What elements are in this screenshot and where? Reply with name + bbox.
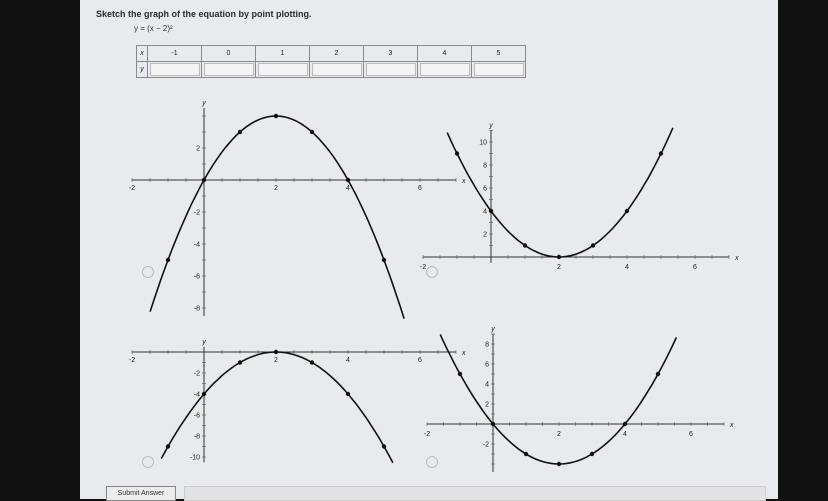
y-tick-label: -6 <box>193 273 200 281</box>
plot-point <box>458 372 462 376</box>
x-tick-label: 2 <box>274 185 278 192</box>
x-tick-label: 6 <box>693 264 697 271</box>
plot-point <box>310 130 314 134</box>
x-tick-label: -2 <box>128 185 136 192</box>
x-tick-label: 4 <box>346 357 350 364</box>
x-axis-label: x <box>462 178 466 185</box>
plot-point <box>489 209 493 213</box>
plot-point <box>523 243 527 247</box>
x-axis-label: x <box>462 350 466 357</box>
plot-point <box>524 452 528 456</box>
x-tick-label: -2 <box>423 431 431 438</box>
x-tick-label: -2 <box>419 264 427 271</box>
plot-point <box>382 444 386 448</box>
x-value-cell: -1 <box>148 46 202 62</box>
plot-point <box>625 209 629 213</box>
y-header: y <box>137 62 148 78</box>
submit-answer-button[interactable]: Submit Answer <box>106 486 176 501</box>
y-tick-label: -4 <box>193 241 200 249</box>
x-header: x <box>137 46 148 62</box>
x-tick-label: 4 <box>625 264 629 271</box>
y-tick-label: 6 <box>485 361 489 369</box>
plot-point <box>166 258 170 262</box>
plot-point <box>557 255 561 259</box>
parabola-curve <box>447 128 673 257</box>
plot-point <box>202 392 206 396</box>
y-tick-label: 2 <box>485 401 489 409</box>
parabola-curve <box>440 334 676 464</box>
y-tick-label: -8 <box>193 433 200 441</box>
x-tick-label: 4 <box>346 185 350 192</box>
plot-point <box>591 243 595 247</box>
plot-point <box>382 258 386 262</box>
plot-point <box>238 360 242 364</box>
x-axis-label: x <box>735 255 739 262</box>
x-tick-label: 6 <box>418 185 422 192</box>
x-tick-label: 6 <box>689 431 693 438</box>
plot-point <box>656 372 660 376</box>
y-tick-label: -2 <box>193 209 200 217</box>
plot-point <box>274 114 278 118</box>
plot-point <box>346 392 350 396</box>
option-d-radio[interactable] <box>426 456 438 468</box>
y-tick-label: 4 <box>483 208 487 216</box>
y-tick-label: -2 <box>193 370 200 378</box>
y-tick-label: -10 <box>189 454 200 462</box>
y-tick-label: -4 <box>193 391 200 399</box>
plot-point <box>659 151 663 155</box>
x-tick-label: -2 <box>128 357 136 364</box>
y-tick-label: -2 <box>482 441 489 449</box>
x-value-cell: 3 <box>364 46 418 62</box>
y-tick-label: 8 <box>483 162 487 170</box>
y-axis-label: y <box>491 326 495 333</box>
option-c-radio[interactable] <box>142 456 154 468</box>
y-tick-label: -8 <box>193 305 200 313</box>
y-axis-label: y <box>202 338 206 346</box>
y-axis-label: y <box>202 100 206 107</box>
x-value-cell: 1 <box>256 46 310 62</box>
parabola-curve <box>161 352 393 463</box>
y-tick-label: 8 <box>485 341 489 349</box>
x-tick-label: 2 <box>557 431 561 438</box>
x-tick-label: 2 <box>274 357 278 364</box>
plot-point <box>310 360 314 364</box>
option-b-radio[interactable] <box>426 266 438 278</box>
x-tick-label: 4 <box>623 431 627 438</box>
plot-point <box>623 422 627 426</box>
x-value-cell: 2 <box>310 46 364 62</box>
plot-point <box>274 350 278 354</box>
graph-options <box>80 0 778 499</box>
y-tick-label: 2 <box>483 231 487 239</box>
plot-point <box>166 444 170 448</box>
equation: y = (x − 2)² <box>134 24 173 33</box>
plot-point <box>455 151 459 155</box>
y-axis-label: y <box>489 122 493 130</box>
question-prompt: Sketch the graph of the equation by point plotting. <box>96 9 312 19</box>
y-tick-label: 6 <box>483 185 487 193</box>
x-value-cell: 4 <box>418 46 472 62</box>
plot-point <box>590 452 594 456</box>
question-panel <box>80 0 778 499</box>
x-tick-label: 2 <box>557 264 561 271</box>
x-tick-label: 6 <box>418 357 422 364</box>
plot-point <box>346 178 350 182</box>
plot-point <box>238 130 242 134</box>
x-value-cell: 0 <box>202 46 256 62</box>
plot-point <box>491 422 495 426</box>
y-tick-label: 10 <box>479 139 487 147</box>
option-a-radio[interactable] <box>142 266 154 278</box>
x-value-cell: 5 <box>472 46 526 62</box>
y-tick-label: 2 <box>196 145 200 153</box>
y-tick-label: 4 <box>485 381 489 389</box>
y-tick-label: -6 <box>193 412 200 420</box>
plot-point <box>557 462 561 466</box>
plot-point <box>202 178 206 182</box>
parabola-curve <box>150 116 404 319</box>
x-axis-label: x <box>730 422 734 429</box>
